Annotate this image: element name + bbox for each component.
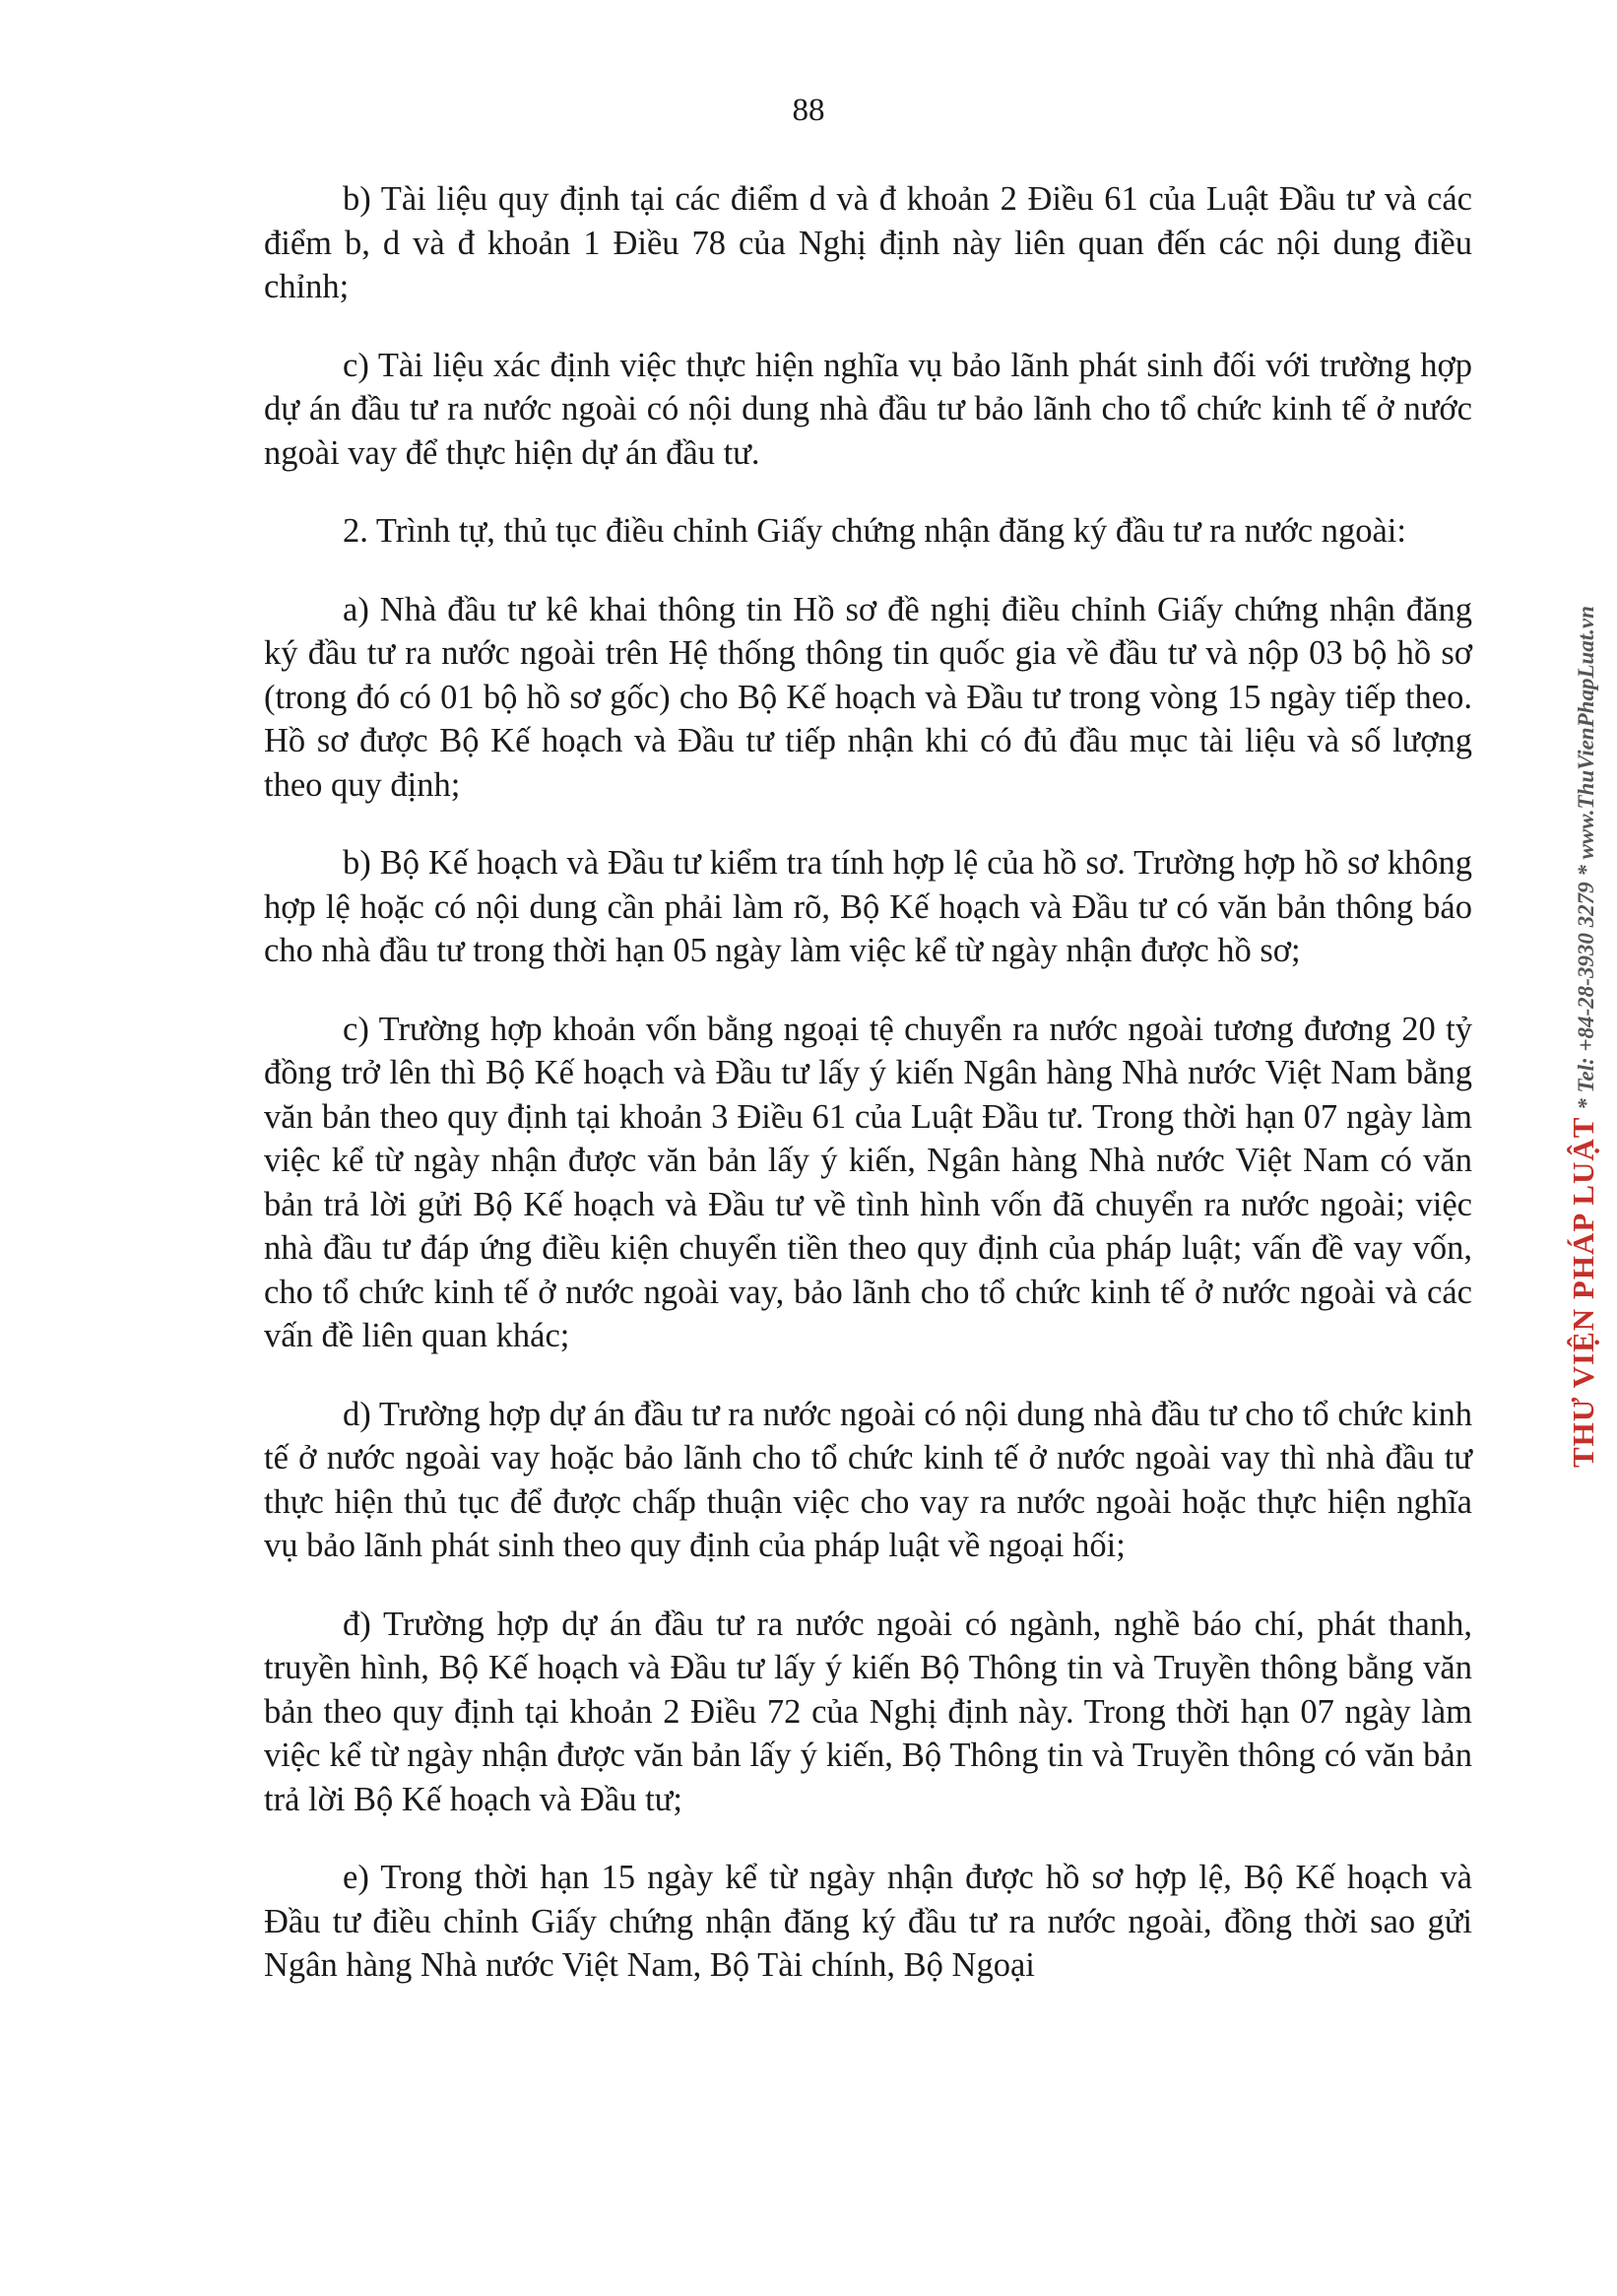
side-watermark	[1568, 606, 1602, 1468]
paragraph-2dd: đ) Trường hợp dự án đầu tư ra nước ngoài có ngành, nghề báo chí, phát thanh, truyền hình, Bộ Kế hoạch và Đầu tư lấy ý kiến Bộ Thông tin và Truyền thông bằng văn bản theo quy định tại khoản 2 Điều 72 của Nghị định này. Trong thời hạn 07 ngày làm việc kể từ ngày nhận được văn bản lấy ý kiến, Bộ Thông tin và Truyền thông có văn bản trả lời Bộ Kế hoạch và Đầu tư;	[264, 1605, 1472, 1818]
paragraph-1c: c) Tài liệu xác định việc thực hiện nghĩa vụ bảo lãnh phát sinh đối với trường hợp dự án đầu tư ra nước ngoài có nội dung nhà đầu tư bảo lãnh cho tổ chức kinh tế ở nước ngoài vay để thực hiện dự án đầu tư.	[264, 346, 1472, 472]
watermark-brand: THƯ VIỆN PHÁP LUẬT	[1566, 1116, 1600, 1468]
document-body	[264, 177, 1472, 2022]
paragraph-2-heading: 2. Trình tự, thủ tục điều chỉnh Giấy chứng nhận đăng ký đầu tư ra nước ngoài:	[343, 512, 1406, 550]
paragraph-2d: d) Trường hợp dự án đầu tư ra nước ngoài có nội dung nhà đầu tư cho tổ chức kinh tế ở nước ngoài vay hoặc bảo lãnh cho tổ chức kinh tế ở nước ngoài vay thì nhà đầu tư thực hiện thủ tục để được chấp thuận việc cho vay ra nước ngoài hoặc thực hiện nghĩa vụ bảo lãnh phát sinh theo quy định của pháp luật về ngoại hối;	[264, 1395, 1472, 1564]
paragraph-2c: c) Trường hợp khoản vốn bằng ngoại tệ chuyển ra nước ngoài tương đương 20 tỷ đồng trở lên thì Bộ Kế hoạch và Đầu tư lấy ý kiến Ngân hàng Nhà nước Việt Nam bằng văn bản theo quy định tại khoản 3 Điều 61 của Luật Đầu tư. Trong thời hạn 07 ngày làm việc kể từ ngày nhận được văn bản lấy ý kiến, Ngân hàng Nhà nước Việt Nam có văn bản trả lời gửi Bộ Kế hoạch và Đầu tư về tình hình vốn đã chuyển ra nước ngoài; việc nhà đầu tư đáp ứng điều kiện chuyển tiền theo quy định của pháp luật; vấn đề vay vốn, cho tổ chức kinh tế ở nước ngoài vay, bảo lãnh cho tổ chức kinh tế ở nước ngoài và các vấn đề liên quan khác;	[264, 1010, 1472, 1354]
paragraph-2e: e) Trong thời hạn 15 ngày kể từ ngày nhận được hồ sơ hợp lệ, Bộ Kế hoạch và Đầu tư điều chỉnh Giấy chứng nhận đăng ký đầu tư ra nước ngoài, đồng thời sao gửi Ngân hàng Nhà nước Việt Nam, Bộ Tài chính, Bộ Ngoại	[264, 1859, 1472, 1984]
page-number: 88	[792, 93, 825, 128]
watermark-contact: * Tel: +84-28-3930 3279 * www.ThuVienPhapLuat.vn	[1574, 606, 1598, 1110]
paragraph-2b: b) Bộ Kế hoạch và Đầu tư kiểm tra tính hợp lệ của hồ sơ. Trường hợp hồ sơ không hợp lệ hoặc có nội dung cần phải làm rõ, Bộ Kế hoạch và Đầu tư có văn bản thông báo cho nhà đầu tư trong thời hạn 05 ngày làm việc kể từ ngày nhận được hồ sơ;	[264, 844, 1472, 969]
paragraph-2a: a) Nhà đầu tư kê khai thông tin Hồ sơ đề nghị điều chỉnh Giấy chứng nhận đăng ký đầu tư ra nước ngoài trên Hệ thống thông tin quốc gia về đầu tư và nộp 03 bộ hồ sơ (trong đó có 01 bộ hồ sơ gốc) cho Bộ Kế hoạch và Đầu tư trong vòng 15 ngày tiếp theo. Hồ sơ được Bộ Kế hoạch và Đầu tư tiếp nhận khi có đủ đầu mục tài liệu và số lượng theo quy định;	[264, 590, 1472, 804]
paragraph-1b: b) Tài liệu quy định tại các điểm d và đ khoản 2 Điều 61 của Luật Đầu tư và các điểm b, d và đ khoản 1 Điều 78 của Nghị định này liên quan đến các nội dung điều chỉnh;	[264, 180, 1472, 305]
